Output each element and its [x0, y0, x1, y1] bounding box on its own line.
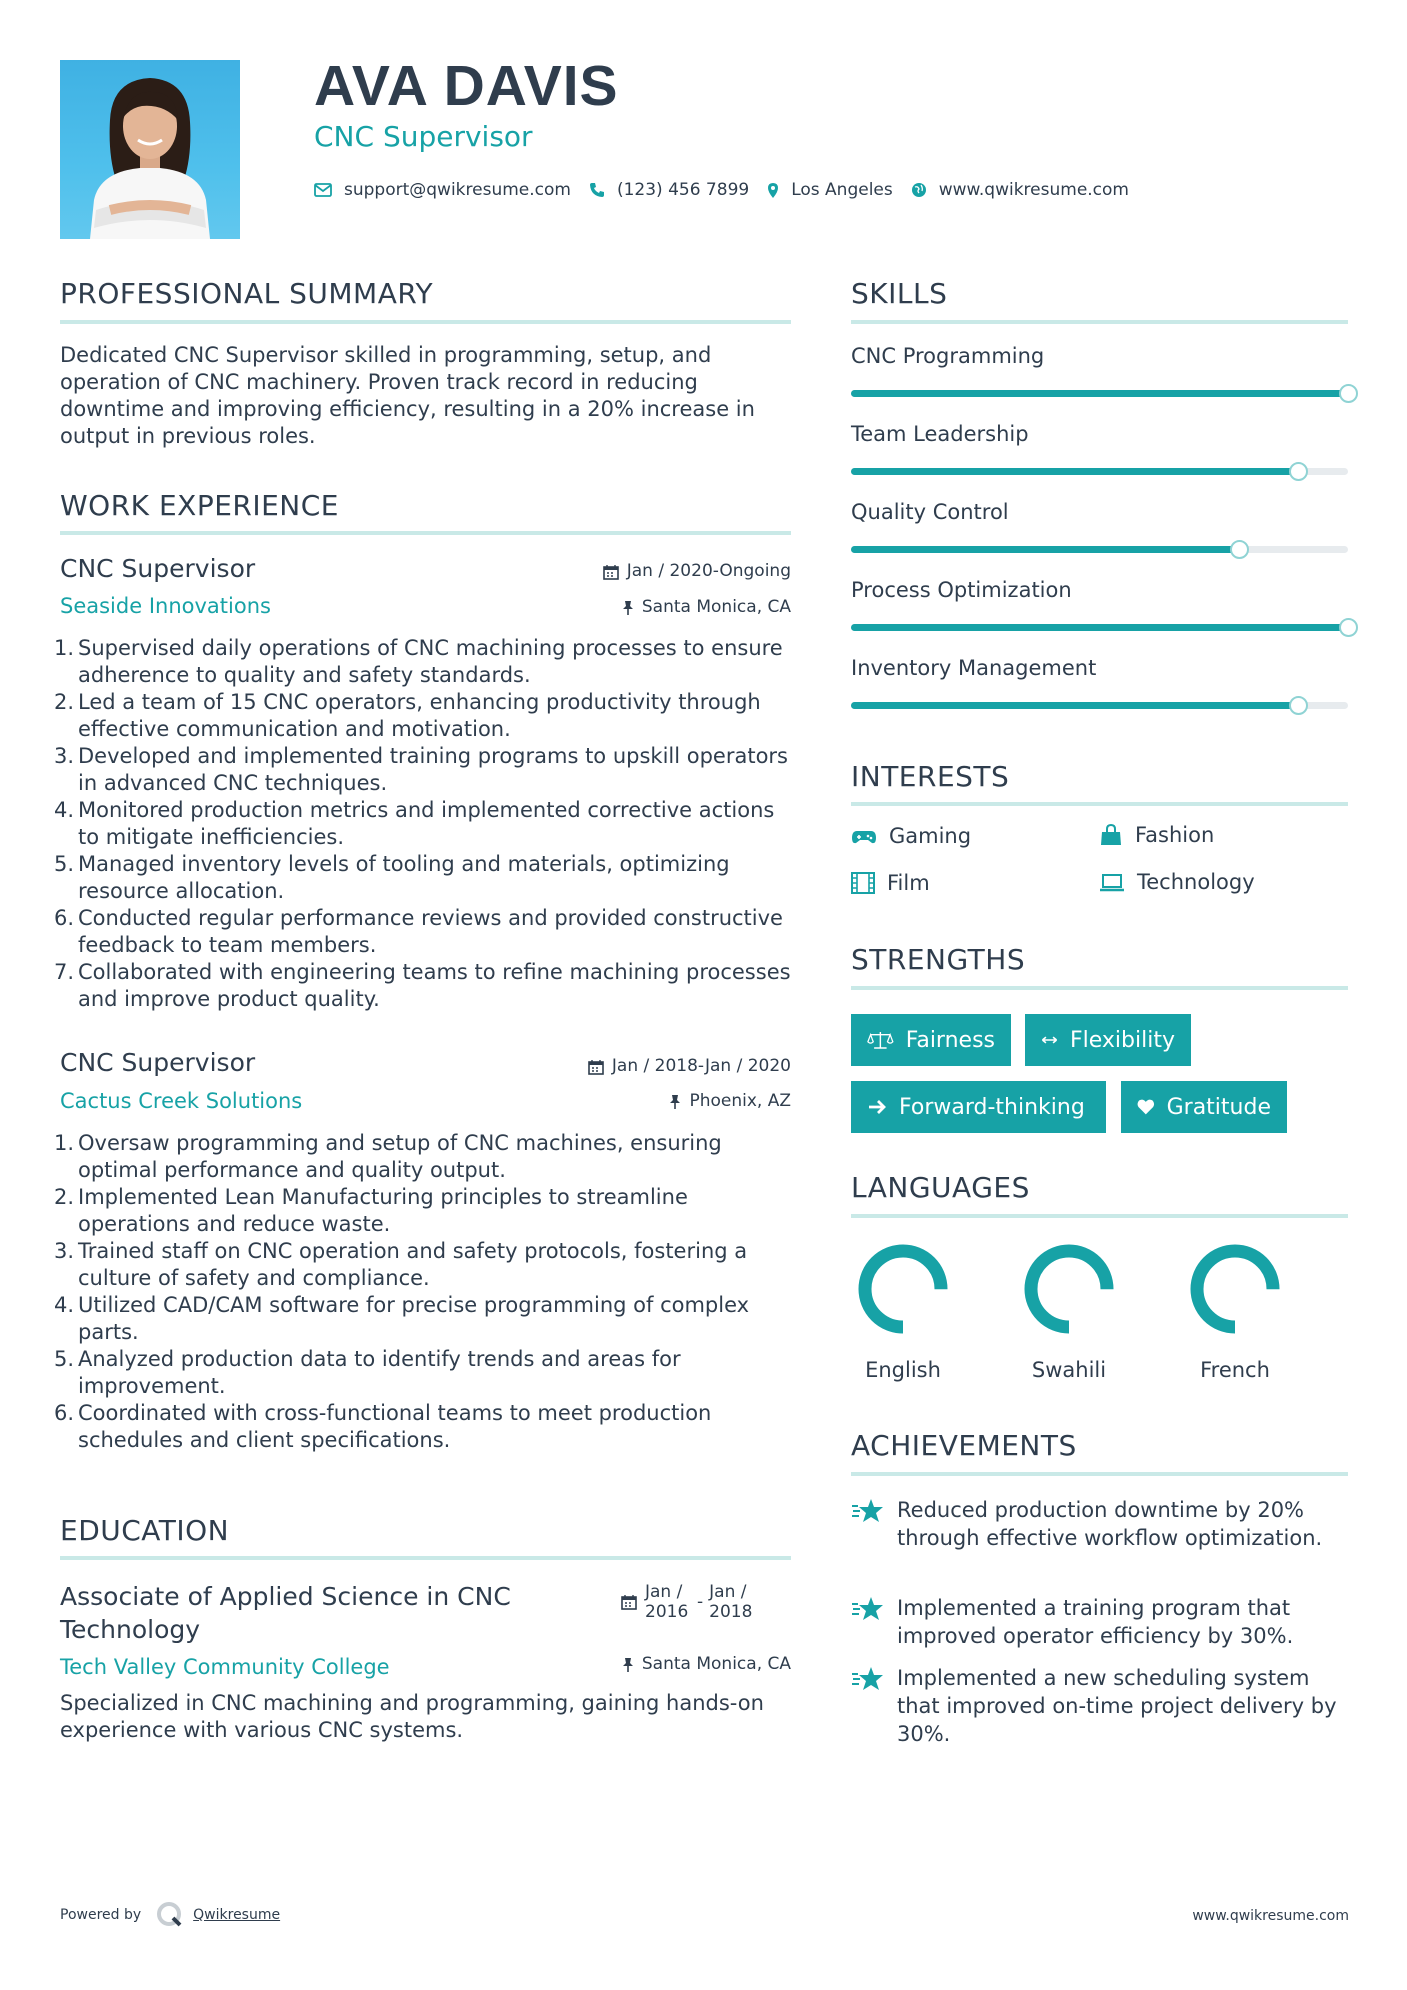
- phone-icon: [589, 182, 605, 198]
- job-1-location: [622, 599, 791, 616]
- education-date: [621, 1582, 755, 1622]
- list-item: 5. Managed inventory levels of tooling and materials, optimizing resource allocation.: [54, 852, 730, 903]
- film-icon: [851, 872, 875, 894]
- strengths-heading: STRENGTHS: [851, 943, 1026, 976]
- job-1-location-text: Santa Monica, CA: [641, 597, 791, 617]
- skill-label: Quality Control: [851, 500, 1009, 524]
- skill-bar-knob: [1339, 384, 1358, 403]
- portrait-illustration: [60, 60, 240, 239]
- education-school: Tech Valley Community College: [60, 1655, 390, 1679]
- contact-email[interactable]: [314, 180, 571, 200]
- skill-bar-fill: [851, 546, 1239, 553]
- languages-heading: LANGUAGES: [851, 1171, 1030, 1204]
- language-ring: [1022, 1242, 1116, 1336]
- language-label: French: [1200, 1358, 1270, 1382]
- list-item: 4. Utilized CAD/CAM software for precise programming of complex parts.: [54, 1293, 750, 1344]
- list-item: 1. Supervised daily operations of CNC machining processes to ensure adherence to quality and safety standards.: [54, 636, 783, 687]
- map-pin-icon: [767, 182, 779, 199]
- candidate-name: AVA DAVIS: [314, 54, 619, 118]
- achievement-item: [851, 1496, 1351, 1552]
- strengths-divider: [851, 986, 1348, 990]
- achievements-divider: [851, 1472, 1348, 1476]
- skill-bar: [851, 390, 1348, 397]
- achievement-text: Reduced production downtime by 20% through effective workflow optimization.: [897, 1498, 1323, 1550]
- achievement-text: Implemented a training program that improved operator efficiency by 30%.: [897, 1596, 1294, 1648]
- list-item: 7. Collaborated with engineering teams to refine machining processes and improve product quality.: [54, 960, 791, 1011]
- skill-bar-knob: [1339, 618, 1358, 637]
- job-2-title: CNC Supervisor: [60, 1048, 256, 1077]
- education-heading: EDUCATION: [60, 1514, 230, 1547]
- calendar-icon: [603, 564, 619, 580]
- powered-by-text: Powered by: [60, 1907, 142, 1923]
- job-2-location: [669, 1093, 791, 1110]
- location-text: Los Angeles: [791, 180, 893, 200]
- achievement-item: [851, 1594, 1351, 1650]
- achievements-heading: ACHIEVEMENTS: [851, 1429, 1077, 1462]
- strength-tag: [851, 1014, 1011, 1066]
- skill-label: Team Leadership: [851, 422, 1029, 446]
- education-location: [622, 1656, 791, 1673]
- strength-label: Flexibility: [1070, 1027, 1175, 1053]
- education-text: Specialized in CNC machining and programming, gaining hands-on experience with various CNC systems.: [60, 1691, 764, 1742]
- star-icon: [851, 1666, 885, 1692]
- language-item: [1175, 1242, 1295, 1382]
- job-1-bullets: [54, 635, 791, 1013]
- education-date-end: Jan / 2018: [709, 1582, 753, 1622]
- skills-divider: [851, 320, 1348, 324]
- calendar-icon: [621, 1594, 637, 1610]
- job-1-company: Seaside Innovations: [60, 594, 271, 618]
- summary-divider: [60, 320, 791, 324]
- interest-item: [851, 826, 971, 847]
- heart-icon: [1137, 1096, 1155, 1118]
- skill-bar: [851, 546, 1348, 553]
- contact-phone[interactable]: [589, 180, 749, 200]
- achievement-item: [851, 1664, 1351, 1748]
- skill-bar: [851, 468, 1348, 475]
- strength-tag: [1121, 1081, 1287, 1133]
- skill-bar: [851, 624, 1348, 631]
- job-1-date-text: Jan / 2020-Ongoing: [626, 561, 791, 581]
- interest-label: Gaming: [889, 824, 972, 848]
- job-2-date: [588, 1058, 791, 1075]
- education-date-start: Jan / 2016: [645, 1582, 689, 1622]
- interest-item: [1099, 872, 1255, 893]
- interest-item: [851, 872, 930, 894]
- summary-heading: PROFESSIONAL SUMMARY: [60, 277, 434, 310]
- laptop-icon: [1099, 874, 1125, 892]
- job-1-date: [603, 563, 791, 580]
- globe-icon: [911, 182, 927, 198]
- strength-tag: [851, 1081, 1106, 1133]
- list-item: 2. Implemented Lean Manufacturing principles to streamline operations and reduce waste.: [54, 1185, 688, 1236]
- work-divider: [60, 531, 791, 535]
- summary-text: Dedicated CNC Supervisor skilled in programming, setup, and operation of CNC machinery. Proven track record in reducing downtime and improving efficiency, resulting in a 20% increase in output in previous roles.: [60, 343, 755, 448]
- skill-bar-knob: [1289, 462, 1308, 481]
- skill-label: Inventory Management: [851, 656, 1097, 680]
- gamepad-icon: [851, 829, 877, 845]
- language-label: Swahili: [1031, 1358, 1107, 1382]
- job-2-location-text: Phoenix, AZ: [689, 1091, 791, 1111]
- job-2-date-text: Jan / 2018-Jan / 2020: [611, 1056, 791, 1076]
- interest-label: Fashion: [1135, 822, 1215, 847]
- job-2-company: Cactus Creek Solutions: [60, 1089, 303, 1113]
- pushpin-icon: [622, 1657, 634, 1673]
- language-ring: [856, 1242, 950, 1336]
- list-item: 3. Trained staff on CNC operation and safety protocols, fostering a culture of safety and compliance.: [54, 1239, 748, 1290]
- calendar-icon: [588, 1059, 604, 1075]
- skill-bar-knob: [1230, 540, 1249, 559]
- language-item: [843, 1242, 963, 1382]
- skill-label: Process Optimization: [851, 578, 1072, 602]
- skill-bar-fill: [851, 390, 1348, 397]
- list-item: 4. Monitored production metrics and implemented corrective actions to mitigate inefficiencies.: [54, 798, 775, 849]
- work-heading: WORK EXPERIENCE: [60, 489, 339, 522]
- star-icon: [851, 1498, 885, 1524]
- list-item: 1. Oversaw programming and setup of CNC machines, ensuring optimal performance and quality output.: [54, 1131, 722, 1182]
- arrow-right-icon: [867, 1098, 887, 1116]
- star-icon: [851, 1596, 885, 1622]
- skill-bar: [851, 702, 1348, 709]
- strength-label: Fairness: [905, 1027, 995, 1053]
- list-item: 5. Analyzed production data to identify trends and areas for improvement.: [54, 1347, 681, 1398]
- contact-website[interactable]: [911, 180, 1129, 200]
- languages-divider: [851, 1214, 1348, 1218]
- candidate-title: CNC Supervisor: [314, 120, 533, 153]
- list-item: 2. Led a team of 15 CNC operators, enhancing productivity through effective communication and motivation.: [54, 690, 761, 741]
- footer-powered-by: [60, 1900, 280, 1930]
- skill-bar-fill: [851, 624, 1348, 631]
- pushpin-icon: [622, 600, 634, 616]
- contact-bar: [314, 180, 1147, 200]
- strength-tag: [1025, 1014, 1191, 1066]
- website-text: www.qwikresume.com: [938, 180, 1129, 200]
- language-item: [1009, 1242, 1129, 1382]
- language-ring: [1188, 1242, 1282, 1336]
- envelope-icon: [314, 183, 332, 197]
- achievement-text: Implemented a new scheduling system that improved on-time project delivery by 30%.: [897, 1666, 1337, 1746]
- arrows-horizontal-icon: [1041, 1034, 1058, 1046]
- skill-bar-fill: [851, 702, 1298, 709]
- education-divider: [60, 1556, 791, 1560]
- job-2-bullets: [54, 1130, 791, 1454]
- strength-label: Forward-thinking: [899, 1094, 1085, 1120]
- language-label: English: [865, 1358, 941, 1382]
- date-separator: -: [697, 1592, 704, 1612]
- list-item: 3. Developed and implemented training programs to upskill operators in advanced CNC techniques.: [54, 744, 789, 795]
- pushpin-icon: [669, 1094, 681, 1110]
- interests-divider: [851, 802, 1348, 806]
- education-degree: Associate of Applied Science in CNC Technology: [60, 1582, 511, 1644]
- interests-heading: INTERESTS: [851, 760, 1010, 793]
- list-item: 6. Conducted regular performance reviews and provided constructive feedback to team members.: [54, 906, 783, 957]
- education-location-text: Santa Monica, CA: [641, 1654, 791, 1674]
- interest-item: [1099, 824, 1214, 846]
- qwikresume-link[interactable]: Qwikresume: [193, 1907, 281, 1923]
- interest-label: Technology: [1137, 870, 1255, 894]
- profile-photo: [60, 60, 240, 239]
- skill-bar-fill: [851, 468, 1298, 475]
- strength-label: Gratitude: [1166, 1094, 1271, 1120]
- job-1-title: CNC Supervisor: [60, 554, 256, 583]
- contact-location: [767, 180, 893, 200]
- qwikresume-logo-icon: [155, 1900, 185, 1930]
- footer-website[interactable]: www.qwikresume.com: [1192, 1908, 1349, 1924]
- email-text: support@qwikresume.com: [344, 180, 571, 200]
- skill-bar-knob: [1289, 696, 1308, 715]
- skill-label: CNC Programming: [851, 344, 1045, 368]
- shopping-bag-icon: [1099, 824, 1123, 846]
- phone-text: (123) 456 7899: [616, 180, 750, 200]
- balance-scale-icon: [867, 1029, 894, 1051]
- interest-label: Film: [887, 870, 930, 895]
- skills-heading: SKILLS: [851, 277, 948, 310]
- list-item: 6. Coordinated with cross-functional teams to meet production schedules and client specifications.: [54, 1401, 712, 1452]
